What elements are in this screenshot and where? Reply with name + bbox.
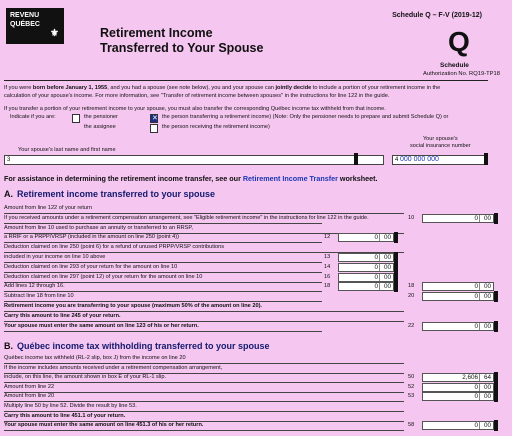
line-text: Amount from line 20 <box>4 393 55 400</box>
line-text: Your spouse must enter the same amount on line 123 of his or her return. <box>4 322 199 329</box>
row-rule <box>4 331 322 332</box>
title-line1: Retirement Income <box>100 26 213 40</box>
line-text: a RRIF or a PRPP/VRSP (included in the amount on line 250 (point 4)) <box>4 234 179 241</box>
intro-line1: If you were born before January 1, 1955, and you had a spouse (see note below), you and your spouse can jointly decide to include a portion of your retirement income in the <box>4 85 441 91</box>
spouse-sin-field[interactable]: 4 000 000 000 <box>392 155 486 165</box>
authorization-number: Authorization No. RQ19-TP18 <box>422 71 500 77</box>
amount-field[interactable]: 0 00 <box>422 322 494 331</box>
worksheet-link[interactable]: Retirement Income Transfer <box>242 174 338 183</box>
revenu-quebec-logo <box>6 8 64 44</box>
amount-field[interactable]: 0 00 <box>422 392 494 401</box>
sin-label: Your spouse's social insurance number <box>410 136 471 149</box>
schedule-letter: Q <box>448 26 470 57</box>
schedule-code: Schedule Q – F-V (2019-12) <box>392 12 482 19</box>
line-number: 52 <box>408 383 415 390</box>
line-text: Deduction claimed on line 297 (point 12) of your return for the amount on line 10 <box>4 273 203 280</box>
line-text: If you received amounts under a retirement compensation arrangement, see "Eligible retirement income" in the instructions for line 122 in the guide. <box>4 214 369 221</box>
line-text: Your spouse must enter the same amount on line 451.3 of his or her return. <box>4 422 204 429</box>
schedule-word: Schedule <box>440 62 469 69</box>
line-text: Carry this amount to line 245 of your return. <box>4 312 121 319</box>
line-number: 18 <box>324 283 331 290</box>
field-end-marker <box>494 321 498 332</box>
amount-field[interactable]: 0 00 <box>422 421 494 430</box>
line-text: If the income includes amounts received under a retirement compensation arrangement, <box>4 364 223 371</box>
transferor-label: the person transferring a retirement income) (Note: Only the pensioner needs to prepare and submit Schedule Q) or <box>162 114 449 120</box>
field-end-marker <box>494 291 498 302</box>
assistance-note: For assistance in determining the retirement income transfer, see our Retirement Income Transfer worksheet. <box>4 174 378 183</box>
field-end-marker <box>484 153 488 165</box>
line-text: Add lines 12 through 16. <box>4 283 65 290</box>
line-number: 12 <box>324 234 331 241</box>
line-number: 18 <box>408 283 415 290</box>
line-text: Multiply line 50 by line 52. Divide the result by line 53. <box>4 403 137 409</box>
receiver-checkbox[interactable] <box>150 124 158 133</box>
section-b-heading: B. Québec income tax withholding transferred to your spouse <box>4 341 270 351</box>
spouse-name-label: Your spouse's last name and first name <box>18 147 116 153</box>
field-end-marker <box>494 420 498 431</box>
intro-line3: If you transfer a portion of your retirement income to your spouse, you must also transfer the corresponding Québec income tax withheld from that income. <box>4 106 386 112</box>
field-end-marker <box>394 281 398 292</box>
line-text: Subtract line 18 from line 10 <box>4 293 74 300</box>
field-end-marker <box>494 213 498 224</box>
assignee-label: the assignee <box>84 124 116 130</box>
line-text: Deduction claimed on line 293 of your return for the amount on line 10 <box>4 263 178 270</box>
line-number: 13 <box>324 254 331 260</box>
logo-line1: REVENU <box>10 12 40 19</box>
amount-field[interactable]: 0 00 <box>338 253 394 262</box>
receiver-label: the person receiving the retirement income) <box>162 124 270 130</box>
line-number: 22 <box>408 322 415 329</box>
form-title <box>100 26 263 56</box>
row-rule <box>4 430 404 431</box>
line-number: 50 <box>408 374 415 381</box>
amount-field[interactable]: 0 00 <box>338 273 394 282</box>
amount-field[interactable]: 0 00 <box>422 292 494 301</box>
line-text: Québec income tax withheld (RL-2 slip, box J) from the income on line 20 <box>4 355 186 361</box>
line-text: Amount from line 22 <box>4 383 55 390</box>
amount-field[interactable]: 0 00 <box>338 233 394 242</box>
line-number: 58 <box>408 422 415 429</box>
indicate-label: Indicate if you are: <box>10 114 56 120</box>
line-text: include, on this line, the amount shown in box E of your RL-1 slip. <box>4 374 166 381</box>
spouse-name-field[interactable]: 3 <box>4 155 384 165</box>
fleur-de-lis-icon: ⚜ <box>50 28 59 39</box>
line-number: 14 <box>324 263 331 270</box>
intro-line2: calculation of your spouse's income. For more information, see "Transfer of retirement income between spouses" in the instructions for line 122 in the guide. <box>4 93 390 99</box>
amount-field[interactable]: 2,606 64 <box>422 373 494 382</box>
title-line2: Transferred to Your Spouse <box>100 41 264 55</box>
line-text: Amount from line 10 used to purchase an annuity or transferred to an RRSP, <box>4 224 193 231</box>
field-end-marker <box>494 391 498 402</box>
line-number: 53 <box>408 393 415 400</box>
field-end-marker <box>354 153 358 165</box>
line-number: 16 <box>324 273 331 280</box>
line-number: 20 <box>408 293 415 300</box>
amount-field[interactable]: 0 00 <box>422 214 494 223</box>
amount-field[interactable]: 0 00 <box>422 383 494 392</box>
amount-field[interactable]: 0 00 <box>338 263 394 272</box>
amount-field[interactable]: 0 00 <box>422 282 494 291</box>
header-divider <box>4 80 488 81</box>
pensioner-checkbox[interactable] <box>72 114 80 123</box>
pensioner-label: the pensioner <box>84 114 118 120</box>
amount-field[interactable]: 0 00 <box>338 282 394 291</box>
line-text: Retirement income you are transferring to your spouse (maximum 50% of the amount on line 20). <box>4 303 262 309</box>
logo-line2: QUÉBEC <box>10 21 40 28</box>
section-a-heading: A. Retirement income transferred to your spouse <box>4 189 216 199</box>
line-number: 10 <box>408 214 415 221</box>
line-text: included in your income on line 10 above <box>4 254 106 260</box>
line-text: Deduction claimed on line 250 (point 6) for a refund of unused PRPP/VRSP contributions <box>4 244 225 251</box>
line-text: Amount from line 122 of your return <box>4 205 92 211</box>
transferor-checkbox[interactable] <box>150 114 158 123</box>
line-text: Carry this amount to line 451.1 of your return. <box>4 412 126 419</box>
field-end-marker <box>394 232 398 243</box>
